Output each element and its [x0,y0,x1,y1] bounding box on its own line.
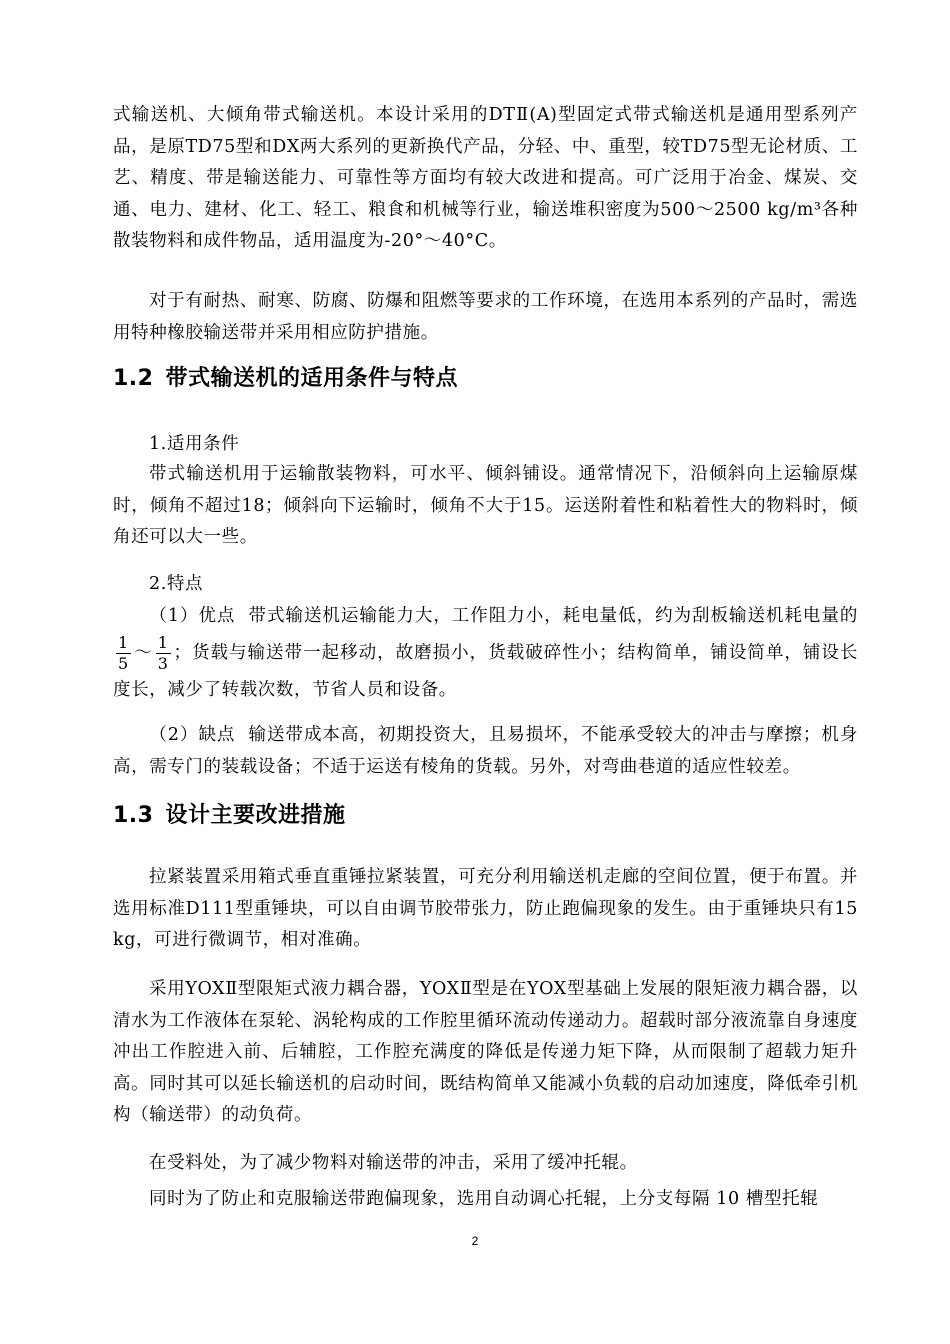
advantages-text-a: 带式输送机运输能力大，工作阻力小，耗电量低，约为刮板输送机耗电量的 [248,606,858,626]
paragraph-self-aligning: 同时为了防止和克服输送带跑偏现象，选用自动调心托辊，上分支每隔 10 槽型托辊 [149,1189,819,1209]
fraction-one-fifth: $\frac{1}{5}$ [118,633,129,673]
tilde-symbol: ～ [133,643,153,663]
paragraph-disadvantages [113,720,858,783]
section-title: 设计主要改进措施 [165,803,346,828]
disadvantages-label: （2）缺点 [149,725,236,745]
subheading-features: 2.特点 [149,574,204,594]
section-number: 1.2 [113,366,154,391]
section-number: 1.3 [113,803,154,828]
paragraph-intro-protection: 对于有耐热、耐寒、防腐、防爆和阻燃等要求的工作环境，在选用本系列的产品时，需选用特种橡胶输送带并采用相应防护措施。 [113,291,858,343]
paragraph-advantages [113,600,858,707]
advantages-label: （1）优点 [149,606,236,626]
section-title: 带式输送机的适用条件与特点 [165,366,458,391]
section-heading-1-2 [113,361,458,392]
advantages-text-b: ；货载与输送带一起移动，故磨损小，货载破碎性小；结构简单，铺设简单，铺设长度长，减少了转载次数，节省人员和设备。 [113,643,858,700]
paragraph-coupling: 采用YOXⅡ型限矩式液力耦合器，YOXⅡ型是在YOX型基础上发展的限矩液力耦合器，以清水为工作液体在泵轮、涡轮构成的工作腔里循环流动传递动力。超载时部分液流靠自身速度冲出工作腔进入前、后辅腔，工作腔充满度的降低是传递力矩下降，从而限制了超载力矩升高。同时其可以延长输送机的启动时间，既结构简单又能减小负载的启动加速度，降低牵引机构（输送带）的动负荷。 [113,979,858,1125]
paragraph-conditions: 带式输送机用于运输散装物料，可水平、倾斜铺设。通常情况下，沿倾斜向上运输原煤时，倾角不超过18；倾斜向下运输时，倾角不大于15。运送附着性和粘着性大的物料时，倾角还可以大一些。 [113,464,858,547]
subheading-conditions: 1.适用条件 [149,434,240,454]
disadvantages-text: 输送带成本高，初期投资大，且易损坏，不能承受较大的冲击与摩擦；机身高，需专门的装载设备；不适于运送有棱角的货载。另外，对弯曲巷道的适应性较差。 [113,725,858,777]
section-heading-1-3 [113,798,346,829]
paragraph-buffer-idler: 在受料处，为了减少物料对输送带的冲击，采用了缓冲托辊。 [149,1153,638,1173]
paragraph-tensioner: 拉紧装置采用箱式垂直重锤拉紧装置，可充分利用输送机走廊的空间位置，便于布置。并选用标准D111型重锤块，可以自由调节胶带张力，防止跑偏现象的发生。由于重锤块只有15 kg，可进行微调节，相对准确。 [113,867,858,950]
paragraph-intro-continued: 式输送机、大倾角带式输送机。本设计采用的DTⅡ(A)型固定式带式输送机是通用型系列产品，是原TD75型和DX两大系列的更新换代产品，分轻、中、重型，较TD75型无论材质、工艺、精度、带是输送能力、可靠性等方面均有较大改进和提高。可广泛用于冶金、煤炭、交通、电力、建材、化工、轻工、粮食和机械等行业，输送堆积密度为500～2500 kg/m³各种散装物料和成件物品，适用温度为-20°～40°C。 [113,105,858,251]
page-number: 2 [471,1234,479,1248]
fraction-one-third: $\frac{1}{3}$ [157,633,169,673]
